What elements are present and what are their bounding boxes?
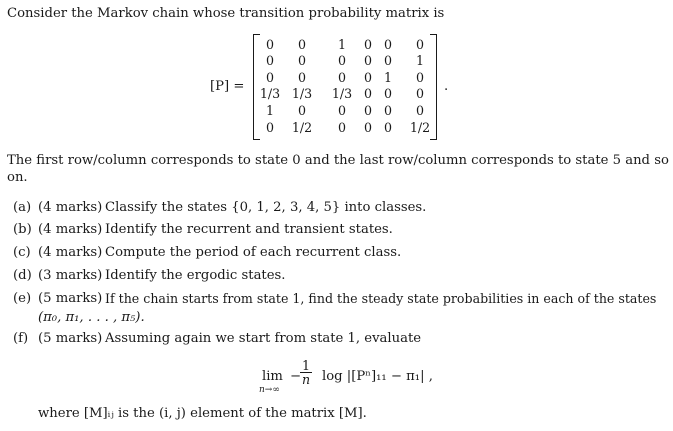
note-line-1: The first row/column corresponds to state 0 and the last row/column corresponds to state 5 and so [7,153,669,168]
matrix-cell: 1 [265,103,274,118]
formula-frac-den: n [302,372,311,387]
matrix-cell: 0 [415,70,424,85]
question-c-marks: (4 marks) [38,245,103,260]
question-d-text: Identify the ergodic states. [105,268,286,283]
formula-fraction [300,359,312,386]
transition-matrix [253,34,437,140]
matrix-cell: 0 [297,103,306,118]
matrix-cell: 1 [415,53,424,68]
matrix-cell: 1/2 [409,120,431,135]
matrix-cell: 0 [415,103,424,118]
matrix-cell: 0 [415,37,424,52]
matrix-cell: 0 [363,86,372,101]
question-a-marks: (4 marks) [38,200,103,215]
matrix-cell: 1/3 [331,86,353,101]
matrix-cell: 0 [383,103,392,118]
where-line: where [M]ᵢⱼ is the (i, j) element of the matrix [M]. [38,406,367,421]
matrix-cell: 0 [337,53,346,68]
matrix-cell: 0 [265,70,274,85]
question-f-text: Assuming again we start from state 1, evaluate [105,331,422,346]
matrix-cell: 1 [383,70,392,85]
matrix-cell: 0 [265,37,274,52]
question-e-marks: (5 marks) [38,291,103,306]
formula-lim: lim [262,369,283,384]
question-f-marks: (5 marks) [38,331,103,346]
question-a-label: (a) [13,200,32,215]
matrix-cell: 1/3 [259,86,281,101]
matrix-cell: 0 [415,86,424,101]
matrix-label: [P] = [210,79,245,94]
question-e-label: (e) [13,291,32,306]
matrix-cell: 0 [297,37,306,52]
question-a-text: Classify the states {0, 1, 2, 3, 4, 5} into classes. [105,200,427,215]
question-e-text: If the chain starts from state 1, find the steady state probabilities in each of the states [105,291,657,306]
matrix-cell: 1/2 [291,120,313,135]
matrix-cell: 1/3 [291,86,313,101]
question-d-marks: (3 marks) [38,268,103,283]
question-b-text: Identify the recurrent and transient states. [105,222,393,237]
matrix-cell: 0 [337,120,346,135]
matrix-cell: 0 [297,53,306,68]
question-f-label: (f) [13,331,29,346]
matrix-cell: 0 [383,37,392,52]
matrix-cell: 0 [337,103,346,118]
matrix-cell: 1 [337,37,346,52]
matrix-cell: 0 [265,120,274,135]
formula-frac-num: 1 [300,359,312,373]
formula-lim-subscript: n→∞ [259,385,280,395]
matrix-cell: 0 [265,53,274,68]
question-d-label: (d) [13,268,32,283]
question-b-label: (b) [13,222,32,237]
matrix-period: . [444,79,449,94]
matrix-cell: 0 [363,37,372,52]
matrix-cell: 0 [383,53,392,68]
question-b-marks: (4 marks) [38,222,103,237]
matrix-cell: 0 [363,70,372,85]
matrix-cell: 0 [363,103,372,118]
matrix-cell: 0 [363,120,372,135]
matrix-cell: 0 [363,53,372,68]
formula-rest: log |[Pⁿ]₁₁ − π₁| , [322,369,433,384]
matrix-cell: 0 [383,120,392,135]
matrix-cell: 0 [383,86,392,101]
question-c-label: (c) [13,245,31,260]
intro-text: Consider the Markov chain whose transition probability matrix is [7,6,445,21]
formula-minus: − [290,369,302,384]
question-c-text: Compute the period of each recurrent class. [105,245,402,260]
note-line-2: on. [7,170,28,185]
matrix-cell: 0 [337,70,346,85]
question-e-text-2: (π₀, π₁, . . . , π₅). [38,310,145,325]
matrix-cell: 0 [297,70,306,85]
